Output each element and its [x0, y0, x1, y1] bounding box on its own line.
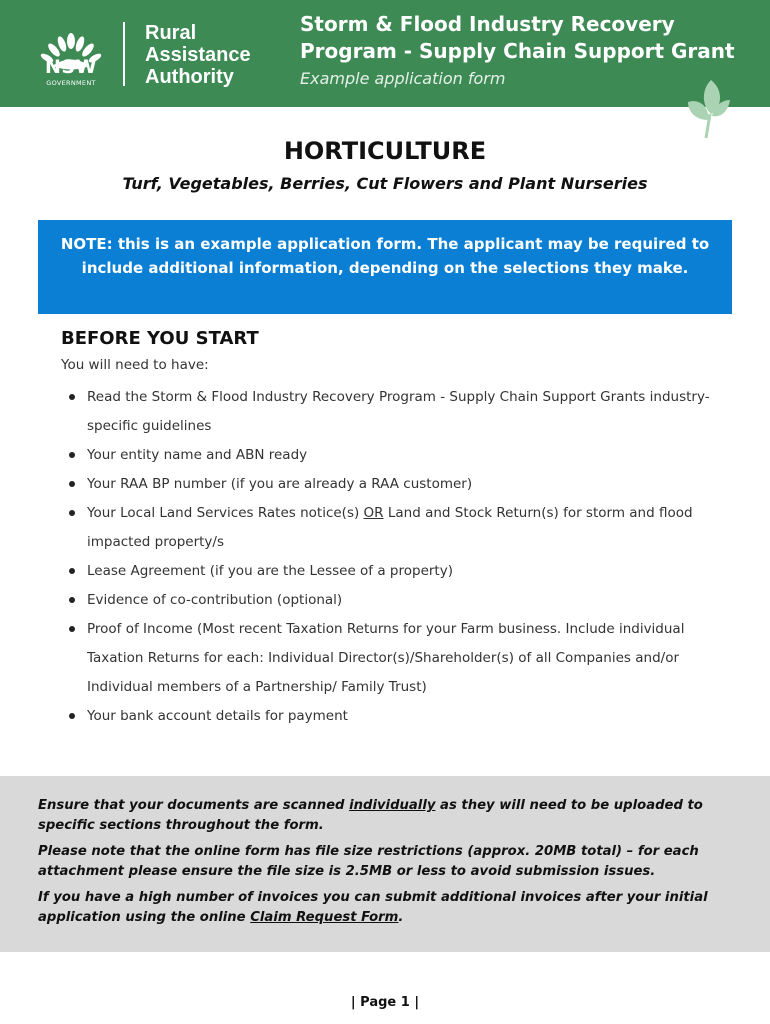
program-subtitle: Example application form — [300, 69, 506, 88]
list-item — [66, 470, 726, 499]
page-subtitle: Turf, Vegetables, Berries, Cut Flowers and Plant Nurseries — [122, 174, 648, 193]
notice-paragraph-invoices — [38, 888, 734, 928]
program-title — [300, 11, 735, 65]
org-name-line: Rural — [145, 22, 197, 44]
notice-paragraph-file-size: Please note that the online form has file size restrictions (approx. 20MB total) – for each attachment please ensure the file size is 2.5MB or less to avoid submission issues. — [38, 844, 699, 879]
list-item-text-emphasis: OR — [363, 505, 384, 521]
page-header — [0, 0, 770, 107]
list-item-text: Lease Agreement (if you are the Lessee of a property) — [87, 563, 453, 579]
bullet-icon — [69, 597, 75, 603]
org-name-line: Authority — [145, 66, 234, 88]
list-item — [66, 441, 726, 470]
bullet-icon — [69, 713, 75, 719]
notice-text: If you have a high number of invoices you can submit additional invoices after your initial application using the online — [38, 890, 708, 925]
bullet-icon — [69, 394, 75, 400]
list-item-text: Your bank account details for payment — [87, 708, 348, 724]
list-item — [66, 702, 726, 731]
organisation-name — [145, 22, 251, 88]
org-name-line: Assistance — [145, 44, 251, 66]
notice-emphasis: individually — [349, 798, 436, 813]
nsw-logo-text: NSW — [44, 56, 98, 78]
note-banner: NOTE: this is an example application form. The applicant may be required to include additional information, depending on the selections they make. — [38, 220, 732, 314]
list-item-text: Your RAA BP number (if you are already a RAA customer) — [87, 476, 473, 492]
notice-text: . — [398, 910, 404, 925]
list-item-text: Read the Storm & Flood Industry Recovery Program - Supply Chain Support Grants industry-specific guidelines — [87, 389, 710, 434]
bullet-icon — [69, 452, 75, 458]
notice-text: Ensure that your documents are scanned — [38, 798, 350, 813]
list-item-text: Your entity name and ABN ready — [87, 447, 308, 463]
notice-paragraph-scanning — [38, 796, 734, 836]
requirements-list — [66, 383, 726, 731]
before-you-start-heading: BEFORE YOU START — [61, 328, 259, 349]
list-item — [66, 499, 726, 557]
page-title: HORTICULTURE — [283, 137, 487, 165]
program-title-line: Storm & Flood Industry Recovery — [300, 12, 675, 36]
before-intro: You will need to have: — [61, 357, 209, 373]
government-logo-text: GOVERNMENT — [46, 79, 96, 87]
claim-request-form-link[interactable]: Claim Request Form — [250, 910, 399, 925]
list-item — [66, 615, 726, 702]
page-number: | Page 1 | — [350, 995, 420, 1010]
list-item-text-start: Your Local Land Services Rates notice(s) — [87, 505, 364, 521]
header-divider — [123, 22, 125, 86]
notice-text: as they will need to be uploaded to specific sections throughout the form. — [38, 798, 703, 833]
bullet-icon — [69, 510, 75, 516]
leaf-icon — [684, 78, 734, 140]
list-item-text: Proof of Income (Most recent Taxation Returns for your Farm business. Include individual Taxation Returns for each: Individual Director(s)/Shareholder(s) of all Companies and/or Individual members of a Partnership/ Family Trust) — [87, 621, 685, 695]
list-item-text: Evidence of co-contribution (optional) — [87, 592, 343, 608]
list-item — [66, 557, 726, 586]
list-item — [66, 383, 726, 441]
bullet-icon — [69, 481, 75, 487]
program-title-line: Program - Supply Chain Support Grant — [300, 39, 735, 63]
list-item — [66, 586, 726, 615]
list-item-text-end: Land and Stock Return(s) for storm and flood impacted property/s — [87, 505, 693, 550]
bullet-icon — [69, 568, 75, 574]
bullet-icon — [69, 626, 75, 632]
upload-notice-box — [0, 776, 770, 952]
